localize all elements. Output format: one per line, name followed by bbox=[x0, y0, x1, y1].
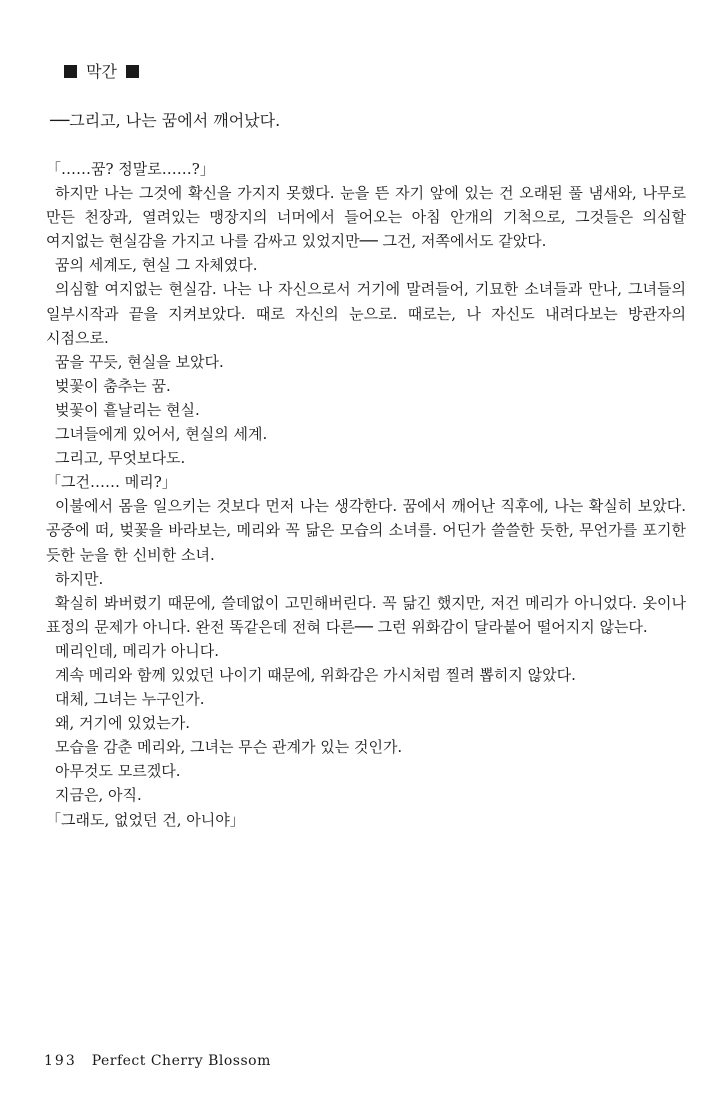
narration-paragraph: 지금은, 아직. bbox=[55, 786, 142, 805]
narration-paragraph: 벚꽃이 춤추는 꿈. bbox=[55, 376, 171, 395]
narration-paragraph: 하지만. bbox=[55, 569, 104, 588]
narration-paragraph: 확실히 봐버렸기 때문에, 쓸데없이 고민해버린다. 꼭 닮긴 했지만, 저건 메리가 아니었다. 옷이나 표정의 문제가 아니다. 완전 똑같은데 전혀 다른── 그런 위화감이 달라붙어 떨어지지 않는다. bbox=[46, 593, 686, 636]
page-number: 193 bbox=[44, 1053, 77, 1069]
narration-paragraph: 대체, 그녀는 누구인가. bbox=[55, 690, 205, 709]
narration-paragraph: 벚꽃이 흩날리는 현실. bbox=[55, 400, 200, 419]
narration-paragraph: 그녀들에게 있어서, 현실의 세계. bbox=[55, 425, 268, 444]
black-square-icon bbox=[64, 65, 77, 78]
body-text bbox=[46, 157, 686, 832]
narration-paragraph: 메리인데, 메리가 아니다. bbox=[55, 641, 219, 660]
narration-paragraph: 꿈을 꾸듯, 현실을 보았다. bbox=[55, 352, 224, 371]
lead-line: ──그리고, 나는 꿈에서 깨어났다. bbox=[50, 111, 281, 130]
book-title: Perfect Cherry Blossom bbox=[91, 1053, 271, 1069]
page-footer bbox=[44, 1051, 271, 1071]
narration-paragraph: 계속 메리와 함께 있었던 나이기 때문에, 위화감은 가시처럼 찔려 뽑히지 않았다. bbox=[55, 665, 576, 684]
narration-paragraph: 하지만 나는 그것에 확신을 가지지 못했다. 눈을 뜬 자기 앞에 있는 건 오래된 풀 냄새와, 나무로 만든 천장과, 열려있는 맹장지의 너머에서 들어오는 아침 안개의 기척으로, 그것들은 의심할 여지없는 현실감을 가지고 나를 감싸고 있었지만── 그건, 저쪽에서도 같았다. bbox=[46, 184, 686, 251]
narration-paragraph: 이불에서 몸을 일으키는 것보다 먼저 나는 생각한다. 꿈에서 깨어난 직후에, 나는 확실히 보았다. 공중에 떠, 벚꽃을 바라보는, 메리와 꼭 닮은 모습의 소녀를. 어딘가 쓸쓸한 듯한, 무언가를 포기한 듯한 눈을 한 신비한 소녀. bbox=[46, 497, 686, 564]
narration-paragraph: 그리고, 무엇보다도. bbox=[55, 449, 186, 468]
narration-paragraph: 왜, 거기에 있었는가. bbox=[55, 714, 190, 733]
dialogue-paragraph: 「그래도, 없었던 건, 아니야」 bbox=[46, 810, 245, 829]
narration-paragraph: 아무것도 모르겠다. bbox=[55, 762, 181, 781]
black-square-icon bbox=[126, 65, 139, 78]
dialogue-paragraph: 「……꿈? 정말로……?」 bbox=[46, 160, 215, 178]
narration-paragraph: 꿈의 세계도, 현실 그 자체였다. bbox=[55, 256, 258, 275]
narration-paragraph: 모습을 감춘 메리와, 그녀는 무슨 관계가 있는 것인가. bbox=[55, 738, 403, 757]
narration-paragraph: 의심할 여지없는 현실감. 나는 나 자신으로서 거기에 말려들어, 기묘한 소녀들과 만나, 그녀들의 일부시작과 끝을 지켜보았다. 때로 자신의 눈으로. 때로는, 나 자신도 내려다보는 방관자의 시점으로. bbox=[46, 280, 686, 347]
dialogue-paragraph: 「그건…… 메리?」 bbox=[46, 473, 177, 492]
section-heading bbox=[64, 60, 139, 84]
section-heading-text: 막간 bbox=[86, 62, 118, 81]
